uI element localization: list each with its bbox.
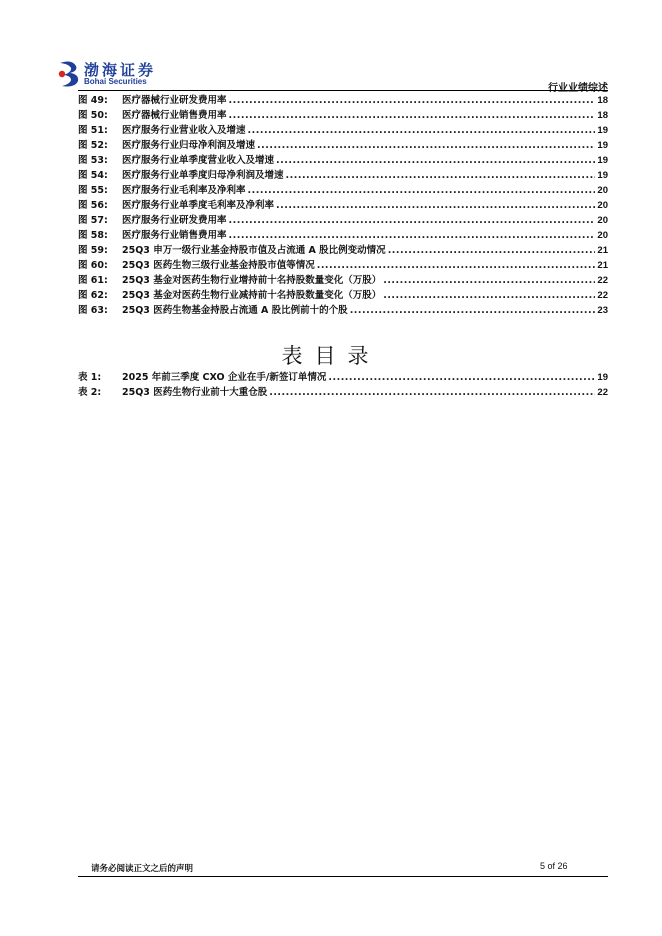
logo-english-name: Bohai Securities: [84, 77, 147, 86]
bohai-logo-icon: [56, 60, 82, 88]
entry-label: 图 53:: [78, 155, 108, 166]
entry-page-number: 20: [597, 185, 608, 196]
logo-chinese-name: 渤海证券: [84, 61, 157, 79]
entry-page-number: 19: [597, 125, 608, 136]
entry-label: 图 60:: [78, 260, 108, 271]
figure-entry[interactable]: [78, 182, 608, 197]
dot-leader: [229, 95, 596, 106]
entry-label: 图 52:: [78, 140, 108, 151]
entry-page-number: 18: [597, 95, 608, 106]
entry-page-number: 19: [597, 372, 608, 383]
entry-title: 医疗服务行业单季度毛利率及净利率: [122, 200, 275, 211]
entry-title: 25Q3 医药生物基金持股占流通 A 股比例前十的个股: [122, 305, 348, 316]
entry-title: 2025 年前三季度 CXO 企业在手/新签订单情况: [122, 372, 327, 383]
header-divider: [78, 90, 608, 91]
entry-title: 25Q3 基金对医药生物行业增持前十名持股数量变化（万股）: [122, 275, 382, 286]
entry-label: 表 2:: [78, 387, 102, 398]
entry-page-number: 22: [597, 290, 608, 301]
entry-label: 图 50:: [78, 110, 108, 121]
table-entry[interactable]: [78, 369, 608, 384]
dot-leader: [383, 275, 595, 286]
figure-entry[interactable]: [78, 242, 608, 257]
entry-page-number: 20: [597, 230, 608, 241]
dot-leader: [276, 155, 595, 166]
entry-label: 图 51:: [78, 125, 108, 136]
figure-entry[interactable]: [78, 107, 608, 122]
entry-label: 图 62:: [78, 290, 108, 301]
figure-entry[interactable]: [78, 137, 608, 152]
entry-label: 图 49:: [78, 95, 108, 106]
entry-page-number: 23: [597, 305, 608, 316]
entry-page-number: 21: [597, 245, 608, 256]
dot-leader: [229, 215, 596, 226]
figure-entry[interactable]: [78, 92, 608, 107]
entry-title: 医疗服务行业研发费用率: [122, 215, 227, 226]
dot-leader: [248, 185, 596, 196]
figure-entry[interactable]: [78, 287, 608, 302]
entry-label: 图 61:: [78, 275, 108, 286]
entry-title: 医疗器械行业销售费用率: [122, 110, 227, 121]
document-type: 行业业绩综述: [548, 83, 608, 94]
figure-entry[interactable]: [78, 197, 608, 212]
figure-entry[interactable]: [78, 272, 608, 287]
figure-entry[interactable]: [78, 167, 608, 182]
entry-label: 图 59:: [78, 245, 108, 256]
entry-title: 25Q3 医药生物三级行业基金持股市值等情况: [122, 260, 315, 271]
entry-page-number: 19: [597, 170, 608, 181]
page-number: 5 of 26: [540, 861, 568, 871]
entry-page-number: 19: [597, 155, 608, 166]
entry-title: 25Q3 医药生物行业前十大重仓股: [122, 387, 268, 398]
entry-page-number: 22: [597, 387, 608, 398]
entry-page-number: 20: [597, 215, 608, 226]
dot-leader: [383, 290, 595, 301]
dot-leader: [388, 245, 596, 256]
dot-leader: [229, 110, 596, 121]
entry-title: 医疗服务行业归母净利润及增速: [122, 140, 256, 151]
entry-label: 图 63:: [78, 305, 108, 316]
entry-title: 医疗服务行业销售费用率: [122, 230, 227, 241]
table-list-title: 表目录: [281, 344, 381, 368]
entry-title: 医疗服务行业毛利率及净利率: [122, 185, 246, 196]
dot-leader: [317, 260, 596, 271]
entry-label: 图 54:: [78, 170, 108, 181]
figure-entry[interactable]: [78, 302, 608, 317]
dot-leader: [286, 170, 596, 181]
dot-leader: [257, 140, 595, 151]
entry-page-number: 22: [597, 275, 608, 286]
dot-leader: [328, 372, 595, 383]
company-logo: [56, 60, 186, 90]
entry-page-number: 18: [597, 110, 608, 121]
figure-list: [78, 92, 608, 317]
entry-page-number: 20: [597, 200, 608, 211]
entry-title: 25Q3 申万一级行业基金持股市值及占流通 A 股比例变动情况: [122, 245, 386, 256]
entry-title: 医疗服务行业单季度营业收入及增速: [122, 155, 275, 166]
entry-title: 25Q3 基金对医药生物行业减持前十名持股数量变化（万股）: [122, 290, 382, 301]
disclaimer-note: 请务必阅读正文之后的声明: [91, 864, 194, 874]
figure-entry[interactable]: [78, 152, 608, 167]
figure-entry[interactable]: [78, 122, 608, 137]
entry-page-number: 19: [597, 140, 608, 151]
dot-leader: [276, 200, 595, 211]
table-list: [78, 369, 608, 399]
dot-leader: [229, 230, 596, 241]
entry-label: 图 56:: [78, 200, 108, 211]
dot-leader: [248, 125, 596, 136]
footer-divider: [78, 876, 608, 877]
dot-leader: [350, 305, 596, 316]
entry-title: 医疗器械行业研发费用率: [122, 95, 227, 106]
entry-label: 图 57:: [78, 215, 108, 226]
entry-label: 图 58:: [78, 230, 108, 241]
entry-label: 图 55:: [78, 185, 108, 196]
table-entry[interactable]: [78, 384, 608, 399]
entry-title: 医疗服务行业营业收入及增速: [122, 125, 246, 136]
figure-entry[interactable]: [78, 257, 608, 272]
entry-title: 医疗服务行业单季度归母净利润及增速: [122, 170, 284, 181]
figure-entry[interactable]: [78, 227, 608, 242]
entry-page-number: 21: [597, 260, 608, 271]
dot-leader: [269, 387, 595, 398]
figure-entry[interactable]: [78, 212, 608, 227]
entry-label: 表 1:: [78, 372, 102, 383]
